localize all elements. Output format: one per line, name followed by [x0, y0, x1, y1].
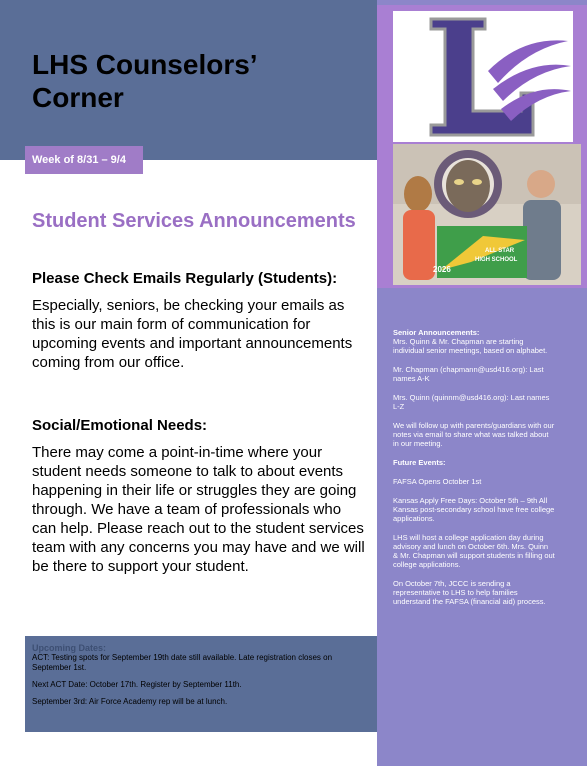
logo-letter: L	[393, 11, 394, 12]
page-title	[32, 48, 352, 114]
title-line-1: LHS Counselors’	[32, 49, 258, 80]
upcoming-item-next-act: Next ACT Date: October 17th. Register by September 11th.	[32, 680, 242, 689]
upcoming-title: Upcoming Dates:	[32, 643, 107, 653]
social-heading: Social/Emotional Needs:	[32, 417, 208, 434]
senior-announcements-title: Senior Announcements:	[393, 328, 480, 337]
social-body: There may come a point-in-time where your student needs someone to talk to about events happening in their life or struggles they are going through. We have a team of professionals who can help. Please reach out to the student services team with any concerns you may have and we will be there to support your student.	[32, 444, 365, 575]
sidebar-announcements	[393, 328, 555, 616]
section-title: Student Services Announcements	[32, 210, 356, 232]
week-badge: Week of 8/31 – 9/4	[25, 146, 143, 174]
senior-announcements-body: Mrs. Quinn & Mr. Chapman are starting individual senior meetings, based on alphabet.	[393, 337, 548, 355]
banner-line-2: HIGH SCHOOL	[475, 257, 518, 263]
banner-year: 2026	[433, 265, 451, 274]
chapman-contact: Mr. Chapman (chapmann@usd416.org): Last names A-K	[393, 365, 544, 383]
upcoming-item-air-force: September 3rd: Air Force Academy rep will be at lunch.	[32, 697, 228, 706]
apply-free-days: Kansas Apply Free Days: October 5th – 9th All Kansas post-secondary school have free college applications.	[393, 496, 555, 523]
counselors-photo	[393, 144, 581, 285]
emails-body: Especially, seniors, be checking your emails as this is our main form of communication for upcoming events and important announcements coming from our office.	[32, 297, 353, 371]
upcoming-item-act: ACT: Testing spots for September 19th date still available. Late registration closes on September 1st.	[32, 653, 333, 672]
college-application-day: LHS will host a college application day during advisory and lunch on October 6th. Mrs. Quinn & Mr. Chapman will support students in filling out college applications.	[393, 533, 555, 569]
followup-note: We will follow up with parents/guardians with our notes via email to share what was talked about in our meeting.	[393, 421, 555, 448]
fafsa-opens: FAFSA Opens October 1st	[393, 477, 482, 486]
title-line-2: Corner	[32, 82, 124, 113]
emails-heading: Please Check Emails Regularly (Students):	[32, 270, 338, 287]
jccc-visit: On October 7th, JCCC is sending a representative to LHS to help families understand the FAFSA (financial aid) process.	[393, 579, 546, 606]
quinn-contact: Mrs. Quinn (quinnm@usd416.org): Last names L-Z	[393, 393, 550, 411]
banner-line-1: ALL STAR	[485, 248, 515, 254]
future-events-title: Future Events:	[393, 458, 446, 467]
upcoming-dates-box	[25, 636, 378, 732]
school-logo	[393, 11, 573, 142]
